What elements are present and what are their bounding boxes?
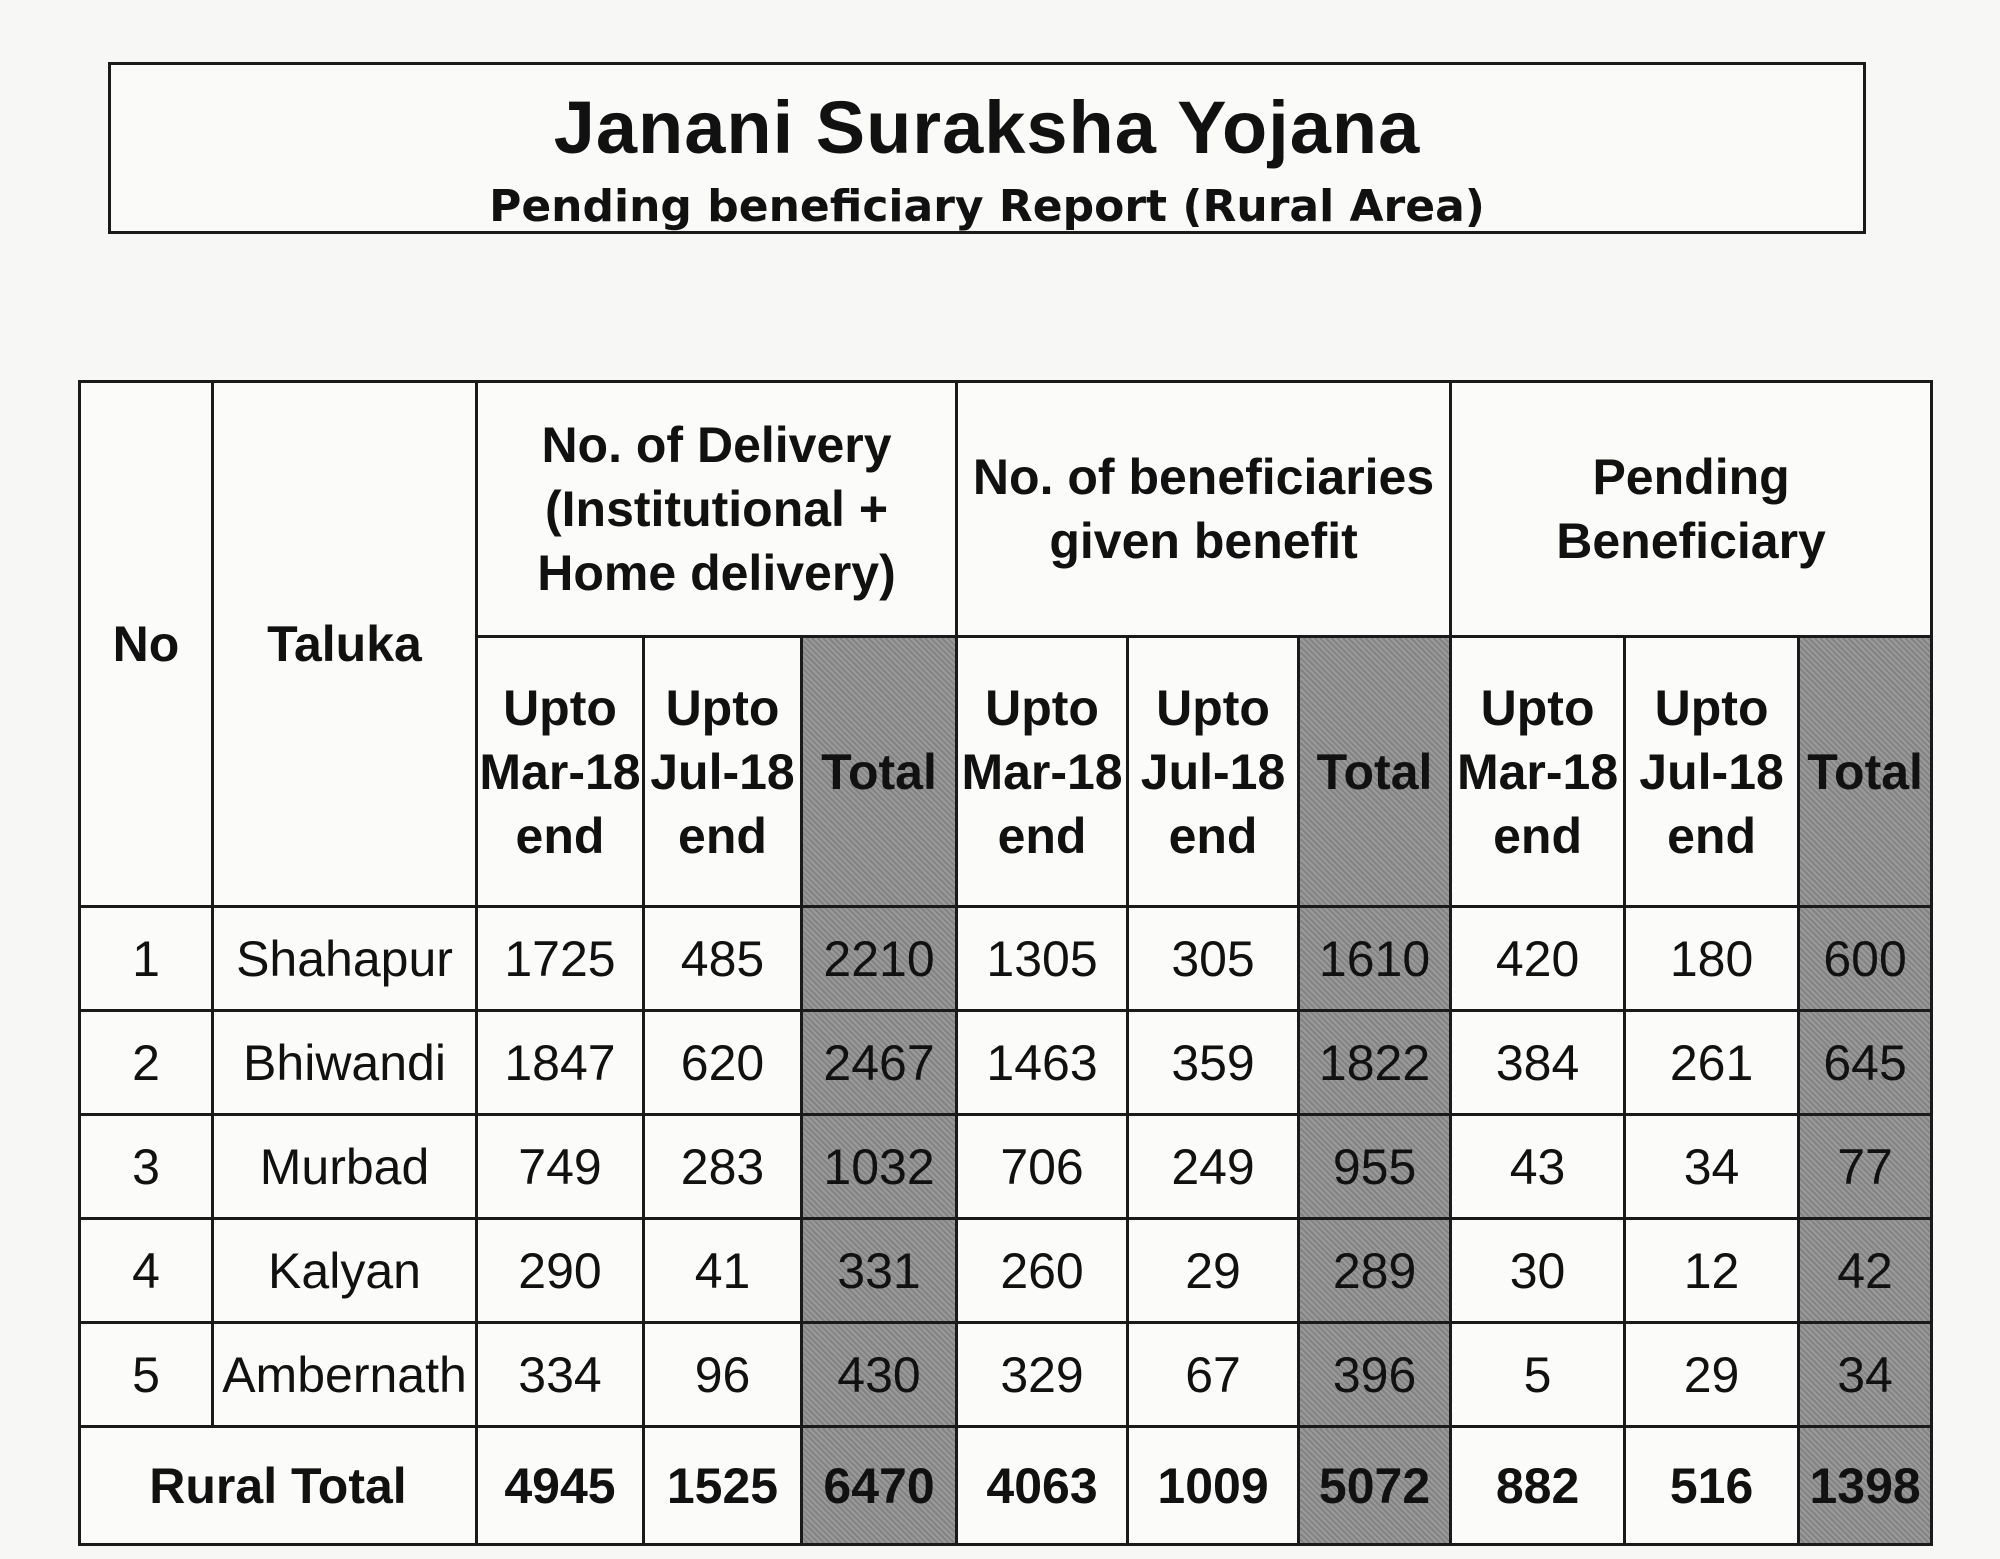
cell-taluka: Bhiwandi [213, 1011, 477, 1115]
cell-pen-total: 600 [1799, 907, 1932, 1011]
table-row [80, 1011, 1932, 1115]
cell-del-total: 1032 [802, 1115, 957, 1219]
cell-del-jul: 485 [644, 907, 802, 1011]
cell-del-jul: 41 [644, 1219, 802, 1323]
cell-pen-total: 645 [1799, 1011, 1932, 1115]
total-pen-mar: 882 [1451, 1427, 1625, 1545]
header-delivery-total: Total [802, 637, 957, 907]
header-pending: Pending Beneficiary [1451, 382, 1932, 637]
header-taluka: Taluka [213, 382, 477, 907]
header-benefit-total: Total [1299, 637, 1451, 907]
cell-taluka: Murbad [213, 1115, 477, 1219]
total-pen-jul: 516 [1625, 1427, 1799, 1545]
cell-pen-jul: 29 [1625, 1323, 1799, 1427]
header-delivery-upto-mar: Upto Mar-18 end [477, 637, 644, 907]
cell-pen-jul: 34 [1625, 1115, 1799, 1219]
cell-pen-jul: 180 [1625, 907, 1799, 1011]
cell-del-total: 2467 [802, 1011, 957, 1115]
cell-pen-total: 42 [1799, 1219, 1932, 1323]
total-del-total: 6470 [802, 1427, 957, 1545]
cell-pen-total: 77 [1799, 1115, 1932, 1219]
total-row [80, 1427, 1932, 1545]
title-box [108, 62, 1866, 234]
cell-no: 3 [80, 1115, 213, 1219]
cell-taluka: Shahapur [213, 907, 477, 1011]
cell-ben-mar: 1463 [957, 1011, 1128, 1115]
cell-ben-mar: 329 [957, 1323, 1128, 1427]
header-no: No [80, 382, 213, 907]
cell-del-mar: 1725 [477, 907, 644, 1011]
table-row [80, 1115, 1932, 1219]
cell-taluka: Ambernath [213, 1323, 477, 1427]
cell-del-total: 430 [802, 1323, 957, 1427]
table-row [80, 907, 1932, 1011]
cell-no: 1 [80, 907, 213, 1011]
cell-ben-total: 1610 [1299, 907, 1451, 1011]
cell-pen-mar: 420 [1451, 907, 1625, 1011]
cell-no: 4 [80, 1219, 213, 1323]
header-pending-total: Total [1799, 637, 1932, 907]
table-row [80, 1219, 1932, 1323]
cell-taluka: Kalyan [213, 1219, 477, 1323]
total-pen-total: 1398 [1799, 1427, 1932, 1545]
cell-del-jul: 283 [644, 1115, 802, 1219]
total-label: Rural Total [80, 1427, 477, 1545]
cell-pen-mar: 5 [1451, 1323, 1625, 1427]
cell-ben-jul: 359 [1128, 1011, 1299, 1115]
report-table [78, 380, 1933, 1546]
cell-ben-mar: 260 [957, 1219, 1128, 1323]
cell-del-mar: 290 [477, 1219, 644, 1323]
table-row [80, 1323, 1932, 1427]
cell-del-mar: 749 [477, 1115, 644, 1219]
total-ben-mar: 4063 [957, 1427, 1128, 1545]
cell-pen-mar: 43 [1451, 1115, 1625, 1219]
header-benefit-upto-mar: Upto Mar-18 end [957, 637, 1128, 907]
header-pending-upto-mar: Upto Mar-18 end [1451, 637, 1625, 907]
header-delivery: No. of Delivery (Institutional + Home delivery) [477, 382, 957, 637]
cell-ben-total: 289 [1299, 1219, 1451, 1323]
cell-del-jul: 96 [644, 1323, 802, 1427]
cell-ben-jul: 67 [1128, 1323, 1299, 1427]
total-ben-total: 5072 [1299, 1427, 1451, 1545]
cell-del-mar: 1847 [477, 1011, 644, 1115]
cell-pen-jul: 261 [1625, 1011, 1799, 1115]
report-title: Janani Suraksha Yojana [553, 86, 1421, 169]
header-beneficiaries: No. of beneficiaries given benefit [957, 382, 1451, 637]
cell-no: 2 [80, 1011, 213, 1115]
cell-del-total: 2210 [802, 907, 957, 1011]
cell-del-mar: 334 [477, 1323, 644, 1427]
cell-ben-mar: 706 [957, 1115, 1128, 1219]
cell-ben-mar: 1305 [957, 907, 1128, 1011]
cell-del-jul: 620 [644, 1011, 802, 1115]
cell-del-total: 331 [802, 1219, 957, 1323]
cell-ben-jul: 305 [1128, 907, 1299, 1011]
cell-pen-jul: 12 [1625, 1219, 1799, 1323]
header-benefit-upto-jul: Upto Jul-18 end [1128, 637, 1299, 907]
cell-ben-total: 396 [1299, 1323, 1451, 1427]
cell-ben-total: 1822 [1299, 1011, 1451, 1115]
cell-pen-mar: 384 [1451, 1011, 1625, 1115]
cell-ben-total: 955 [1299, 1115, 1451, 1219]
cell-pen-mar: 30 [1451, 1219, 1625, 1323]
cell-pen-total: 34 [1799, 1323, 1932, 1427]
total-ben-jul: 1009 [1128, 1427, 1299, 1545]
total-del-mar: 4945 [477, 1427, 644, 1545]
header-delivery-upto-jul: Upto Jul-18 end [644, 637, 802, 907]
cell-no: 5 [80, 1323, 213, 1427]
cell-ben-jul: 249 [1128, 1115, 1299, 1219]
report-subtitle: Pending beneficiary Report (Rural Area) [489, 181, 1485, 232]
cell-ben-jul: 29 [1128, 1219, 1299, 1323]
total-del-jul: 1525 [644, 1427, 802, 1545]
header-pending-upto-jul: Upto Jul-18 end [1625, 637, 1799, 907]
